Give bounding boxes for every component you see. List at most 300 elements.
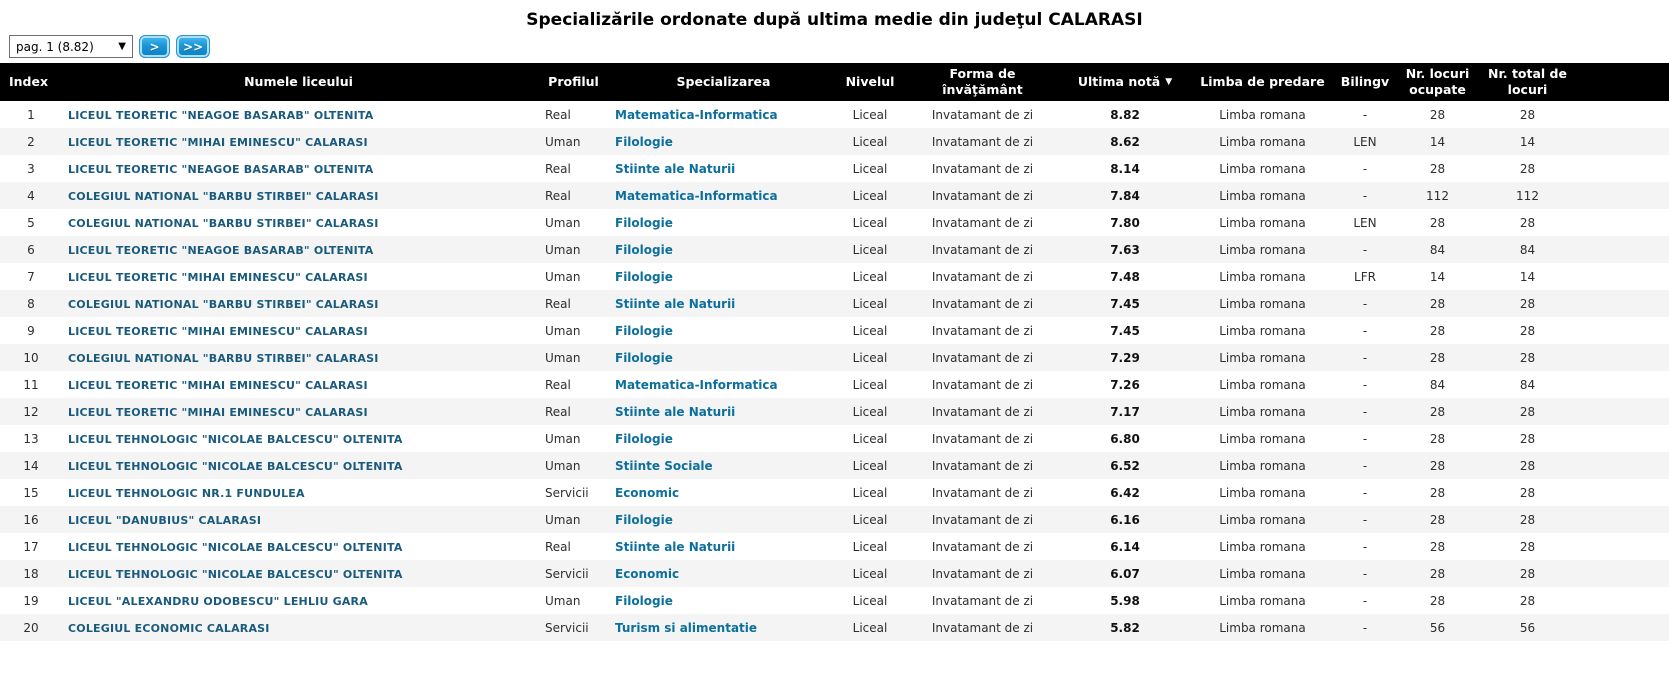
cell-education-form: Invatamant de zi xyxy=(931,323,1034,338)
cell-level: Liceal xyxy=(852,215,888,230)
cell-occupied-seats: 28 xyxy=(1429,566,1446,581)
cell-education-form: Invatamant de zi xyxy=(931,188,1034,203)
cell-teaching-language: Limba romana xyxy=(1219,512,1306,527)
page-selector-dropdown[interactable] xyxy=(9,35,133,58)
school-link[interactable]: LICEUL TEHNOLOGIC "NICOLAE BALCESCU" OLTENITA xyxy=(68,459,403,473)
cell-total-seats: 28 xyxy=(1519,566,1536,581)
cell-spacer xyxy=(1575,182,1669,209)
cell-teaching-language: Limba romana xyxy=(1219,458,1306,473)
cell-education-form: Invatamant de zi xyxy=(931,566,1034,581)
col-header-last-grade[interactable] xyxy=(1060,63,1190,101)
cell-level: Liceal xyxy=(852,296,888,311)
cell-index: 17 xyxy=(23,539,39,554)
cell-bilingual: LFR xyxy=(1354,269,1376,284)
cell-bilingual: - xyxy=(1362,350,1368,365)
cell-profile: Uman xyxy=(545,134,581,149)
cell-school-name xyxy=(62,506,535,533)
cell-spacer xyxy=(1575,506,1669,533)
cell-teaching-language: Limba romana xyxy=(1219,566,1306,581)
cell-last-grade: 6.80 xyxy=(1110,431,1140,446)
col-header-education-form: Forma de învăţământ xyxy=(905,63,1060,101)
cell-specialization xyxy=(612,425,835,452)
cell-level: Liceal xyxy=(852,620,888,635)
cell-teaching-language: Limba romana xyxy=(1219,269,1306,284)
cell-specialization xyxy=(612,263,835,290)
cell-occupied-seats: 28 xyxy=(1429,323,1446,338)
cell-level: Liceal xyxy=(852,161,888,176)
cell-specialization xyxy=(612,128,835,155)
specialization-link[interactable]: Stiinte ale Naturii xyxy=(615,296,736,311)
cell-level: Liceal xyxy=(852,242,888,257)
col-header-spacer xyxy=(1575,63,1669,101)
cell-bilingual: - xyxy=(1362,404,1368,419)
cell-index: 20 xyxy=(23,620,39,635)
cell-specialization xyxy=(612,344,835,371)
specialization-link[interactable]: Matematica-Informatica xyxy=(615,377,778,392)
cell-school-name xyxy=(62,344,535,371)
cell-total-seats: 28 xyxy=(1519,107,1536,122)
cell-spacer xyxy=(1575,560,1669,587)
cell-bilingual: - xyxy=(1362,296,1368,311)
cell-teaching-language: Limba romana xyxy=(1219,161,1306,176)
cell-last-grade: 7.80 xyxy=(1110,215,1140,230)
cell-specialization xyxy=(612,209,835,236)
table-row xyxy=(0,236,1669,263)
col-header-specialization: Specializarea xyxy=(612,63,835,101)
cell-index: 14 xyxy=(23,458,39,473)
last-page-button[interactable]: >> xyxy=(176,35,210,58)
cell-specialization xyxy=(612,236,835,263)
school-link[interactable]: COLEGIUL NATIONAL "BARBU STIRBEI" CALARASI xyxy=(68,189,379,203)
cell-total-seats: 28 xyxy=(1519,539,1536,554)
cell-profile: Uman xyxy=(545,242,581,257)
cell-total-seats: 28 xyxy=(1519,350,1536,365)
cell-bilingual: - xyxy=(1362,161,1368,176)
cell-level: Liceal xyxy=(852,134,888,149)
specialization-link[interactable]: Stiinte Sociale xyxy=(615,458,713,473)
cell-last-grade: 5.82 xyxy=(1110,620,1140,635)
specialization-link[interactable]: Filologie xyxy=(615,269,673,284)
col-header-level: Nivelul xyxy=(835,63,905,101)
cell-index: 16 xyxy=(23,512,39,527)
school-link[interactable]: LICEUL TEHNOLOGIC "NICOLAE BALCESCU" OLTENITA xyxy=(68,567,403,581)
cell-total-seats: 28 xyxy=(1519,485,1536,500)
table-row xyxy=(0,587,1669,614)
cell-spacer xyxy=(1575,155,1669,182)
specialization-link[interactable]: Filologie xyxy=(615,350,673,365)
cell-last-grade: 7.29 xyxy=(1110,350,1140,365)
cell-profile: Servicii xyxy=(545,566,589,581)
cell-last-grade: 5.98 xyxy=(1110,593,1140,608)
cell-education-form: Invatamant de zi xyxy=(931,134,1034,149)
cell-profile: Uman xyxy=(545,215,581,230)
specialization-link[interactable]: Stiinte ale Naturii xyxy=(615,161,736,176)
cell-spacer xyxy=(1575,425,1669,452)
cell-profile: Uman xyxy=(545,323,581,338)
table-row xyxy=(0,560,1669,587)
school-link[interactable]: LICEUL TEORETIC "MIHAI EMINESCU" CALARASI xyxy=(68,378,368,392)
sort-desc-icon: ▼ xyxy=(1165,77,1173,88)
cell-specialization xyxy=(612,587,835,614)
cell-spacer xyxy=(1575,209,1669,236)
cell-spacer xyxy=(1575,587,1669,614)
specialization-link[interactable]: Stiinte ale Naturii xyxy=(615,539,736,554)
cell-last-grade: 8.14 xyxy=(1110,161,1140,176)
cell-occupied-seats: 28 xyxy=(1429,296,1446,311)
cell-profile: Uman xyxy=(545,458,581,473)
cell-last-grade: 7.17 xyxy=(1110,404,1140,419)
cell-specialization xyxy=(612,452,835,479)
cell-index: 1 xyxy=(27,107,35,122)
cell-spacer xyxy=(1575,371,1669,398)
cell-occupied-seats: 28 xyxy=(1429,215,1446,230)
cell-specialization xyxy=(612,182,835,209)
table-row xyxy=(0,506,1669,533)
cell-education-form: Invatamant de zi xyxy=(931,107,1034,122)
cell-teaching-language: Limba romana xyxy=(1219,431,1306,446)
cell-profile: Servicii xyxy=(545,620,589,635)
cell-education-form: Invatamant de zi xyxy=(931,269,1034,284)
cell-teaching-language: Limba romana xyxy=(1219,107,1306,122)
specialization-link[interactable]: Filologie xyxy=(615,512,673,527)
cell-level: Liceal xyxy=(852,350,888,365)
specialization-link[interactable]: Filologie xyxy=(615,242,673,257)
cell-profile: Real xyxy=(545,377,571,392)
cell-school-name xyxy=(62,209,535,236)
cell-occupied-seats: 14 xyxy=(1429,134,1446,149)
table-row xyxy=(0,533,1669,560)
table-header-row xyxy=(0,63,1669,101)
cell-level: Liceal xyxy=(852,404,888,419)
cell-last-grade: 7.45 xyxy=(1110,296,1140,311)
school-link[interactable]: COLEGIUL ECONOMIC CALARASI xyxy=(68,621,270,635)
cell-specialization xyxy=(612,614,835,641)
cell-teaching-language: Limba romana xyxy=(1219,134,1306,149)
school-link[interactable]: LICEUL TEHNOLOGIC "NICOLAE BALCESCU" OLTENITA xyxy=(68,432,403,446)
cell-index: 19 xyxy=(23,593,39,608)
cell-specialization xyxy=(612,506,835,533)
cell-index: 9 xyxy=(27,323,35,338)
cell-profile: Real xyxy=(545,161,571,176)
cell-index: 18 xyxy=(23,566,39,581)
school-link[interactable]: LICEUL "DANUBIUS" CALARASI xyxy=(68,513,262,527)
cell-occupied-seats: 28 xyxy=(1429,404,1446,419)
school-link[interactable]: LICEUL TEORETIC "MIHAI EMINESCU" CALARASI xyxy=(68,135,368,149)
cell-school-name xyxy=(62,560,535,587)
cell-index: 7 xyxy=(27,269,35,284)
cell-school-name xyxy=(62,533,535,560)
cell-occupied-seats: 28 xyxy=(1429,431,1446,446)
cell-level: Liceal xyxy=(852,377,888,392)
cell-occupied-seats: 28 xyxy=(1429,539,1446,554)
col-header-total-seats: Nr. total de locuri xyxy=(1480,63,1575,101)
cell-profile: Real xyxy=(545,404,571,419)
cell-school-name xyxy=(62,614,535,641)
table-row xyxy=(0,479,1669,506)
cell-education-form: Invatamant de zi xyxy=(931,512,1034,527)
cell-index: 10 xyxy=(23,350,39,365)
cell-total-seats: 28 xyxy=(1519,323,1536,338)
cell-index: 6 xyxy=(27,242,35,257)
cell-last-grade: 7.48 xyxy=(1110,269,1140,284)
cell-education-form: Invatamant de zi xyxy=(931,404,1034,419)
cell-bilingual: - xyxy=(1362,377,1368,392)
cell-profile: Uman xyxy=(545,593,581,608)
school-link[interactable]: COLEGIUL NATIONAL "BARBU STIRBEI" CALARASI xyxy=(68,297,379,311)
cell-bilingual: - xyxy=(1362,188,1368,203)
cell-spacer xyxy=(1575,479,1669,506)
cell-bilingual: - xyxy=(1362,431,1368,446)
table-row xyxy=(0,155,1669,182)
cell-bilingual: - xyxy=(1362,458,1368,473)
cell-education-form: Invatamant de zi xyxy=(931,350,1034,365)
cell-teaching-language: Limba romana xyxy=(1219,539,1306,554)
cell-level: Liceal xyxy=(852,593,888,608)
cell-specialization xyxy=(612,398,835,425)
cell-spacer xyxy=(1575,101,1669,128)
cell-teaching-language: Limba romana xyxy=(1219,485,1306,500)
cell-total-seats: 28 xyxy=(1519,296,1536,311)
cell-spacer xyxy=(1575,398,1669,425)
cell-teaching-language: Limba romana xyxy=(1219,188,1306,203)
school-link[interactable]: LICEUL "ALEXANDRU ODOBESCU" LEHLIU GARA xyxy=(68,594,368,608)
cell-level: Liceal xyxy=(852,269,888,284)
cell-bilingual: LEN xyxy=(1353,215,1377,230)
specialization-link[interactable]: Matematica-Informatica xyxy=(615,188,778,203)
cell-last-grade: 6.14 xyxy=(1110,539,1140,554)
cell-last-grade: 6.07 xyxy=(1110,566,1140,581)
cell-last-grade: 7.45 xyxy=(1110,323,1140,338)
school-link[interactable]: LICEUL TEORETIC "MIHAI EMINESCU" CALARASI xyxy=(68,405,368,419)
cell-last-grade: 8.82 xyxy=(1110,107,1140,122)
cell-profile: Real xyxy=(545,107,571,122)
dropdown-arrow-icon: ▼ xyxy=(118,41,126,52)
table-row xyxy=(0,263,1669,290)
cell-school-name xyxy=(62,263,535,290)
cell-total-seats: 84 xyxy=(1519,242,1536,257)
cell-specialization xyxy=(612,155,835,182)
page-title: Specializările ordonate după ultima medie din judeţul CALARASI xyxy=(526,10,1143,30)
cell-profile: Uman xyxy=(545,512,581,527)
cell-total-seats: 14 xyxy=(1519,134,1536,149)
col-header-bilingual: Bilingv xyxy=(1335,63,1395,101)
cell-education-form: Invatamant de zi xyxy=(931,539,1034,554)
specialization-link[interactable]: Filologie xyxy=(615,215,673,230)
cell-index: 2 xyxy=(27,134,35,149)
cell-bilingual: - xyxy=(1362,539,1368,554)
cell-profile: Real xyxy=(545,296,571,311)
cell-school-name xyxy=(62,182,535,209)
cell-index: 13 xyxy=(23,431,39,446)
cell-education-form: Invatamant de zi xyxy=(931,431,1034,446)
cell-occupied-seats: 28 xyxy=(1429,107,1446,122)
col-header-last-grade-label: Ultima notă xyxy=(1077,74,1161,90)
cell-school-name xyxy=(62,236,535,263)
cell-profile: Real xyxy=(545,539,571,554)
school-link[interactable]: LICEUL TEORETIC "NEAGOE BASARAB" OLTENITA xyxy=(68,108,374,122)
specialization-link[interactable]: Filologie xyxy=(615,323,673,338)
cell-occupied-seats: 28 xyxy=(1429,593,1446,608)
cell-school-name xyxy=(62,371,535,398)
school-link[interactable]: COLEGIUL NATIONAL "BARBU STIRBEI" CALARASI xyxy=(68,351,379,365)
cell-spacer xyxy=(1575,236,1669,263)
cell-school-name xyxy=(62,155,535,182)
cell-school-name xyxy=(62,290,535,317)
cell-teaching-language: Limba romana xyxy=(1219,323,1306,338)
cell-total-seats: 56 xyxy=(1519,620,1536,635)
table-row xyxy=(0,452,1669,479)
cell-education-form: Invatamant de zi xyxy=(931,620,1034,635)
cell-occupied-seats: 28 xyxy=(1429,512,1446,527)
cell-school-name xyxy=(62,452,535,479)
cell-total-seats: 112 xyxy=(1516,188,1539,203)
specialization-link[interactable]: Stiinte ale Naturii xyxy=(615,404,736,419)
cell-bilingual: - xyxy=(1362,512,1368,527)
table-row xyxy=(0,101,1669,128)
cell-last-grade: 6.42 xyxy=(1110,485,1140,500)
col-header-school-name: Numele liceului xyxy=(62,63,535,101)
cell-bilingual: - xyxy=(1362,593,1368,608)
cell-level: Liceal xyxy=(852,107,888,122)
cell-bilingual: - xyxy=(1362,485,1368,500)
cell-education-form: Invatamant de zi xyxy=(931,296,1034,311)
specialization-link[interactable]: Economic xyxy=(615,566,680,581)
table-row xyxy=(0,614,1669,641)
cell-school-name xyxy=(62,101,535,128)
table-row xyxy=(0,425,1669,452)
cell-school-name xyxy=(62,587,535,614)
cell-level: Liceal xyxy=(852,323,888,338)
cell-total-seats: 28 xyxy=(1519,161,1536,176)
cell-total-seats: 28 xyxy=(1519,431,1536,446)
table-row xyxy=(0,317,1669,344)
cell-bilingual: - xyxy=(1362,107,1368,122)
cell-spacer xyxy=(1575,128,1669,155)
specialization-link[interactable]: Matematica-Informatica xyxy=(615,107,778,122)
cell-total-seats: 28 xyxy=(1519,512,1536,527)
cell-bilingual: - xyxy=(1362,323,1368,338)
cell-total-seats: 28 xyxy=(1519,215,1536,230)
cell-teaching-language: Limba romana xyxy=(1219,215,1306,230)
specialization-link[interactable]: Turism si alimentatie xyxy=(615,620,758,635)
cell-teaching-language: Limba romana xyxy=(1219,404,1306,419)
school-link[interactable]: LICEUL TEHNOLOGIC NR.1 FUNDULEA xyxy=(68,486,305,500)
cell-teaching-language: Limba romana xyxy=(1219,242,1306,257)
cell-profile: Uman xyxy=(545,431,581,446)
cell-specialization xyxy=(612,371,835,398)
cell-education-form: Invatamant de zi xyxy=(931,377,1034,392)
cell-total-seats: 28 xyxy=(1519,404,1536,419)
school-link[interactable]: LICEUL TEORETIC "NEAGOE BASARAB" OLTENITA xyxy=(68,243,374,257)
cell-specialization xyxy=(612,560,835,587)
cell-education-form: Invatamant de zi xyxy=(931,215,1034,230)
page-selector-value: pag. 1 (8.82) xyxy=(16,39,94,54)
table-row xyxy=(0,344,1669,371)
pagination-controls xyxy=(9,35,210,58)
cell-specialization xyxy=(612,479,835,506)
cell-level: Liceal xyxy=(852,431,888,446)
cell-education-form: Invatamant de zi xyxy=(931,161,1034,176)
school-link[interactable]: LICEUL TEORETIC "MIHAI EMINESCU" CALARASI xyxy=(68,324,368,338)
cell-spacer xyxy=(1575,533,1669,560)
cell-bilingual: - xyxy=(1362,242,1368,257)
table-row xyxy=(0,371,1669,398)
cell-education-form: Invatamant de zi xyxy=(931,242,1034,257)
cell-occupied-seats: 56 xyxy=(1429,620,1446,635)
cell-occupied-seats: 28 xyxy=(1429,458,1446,473)
cell-school-name xyxy=(62,317,535,344)
specialization-link[interactable]: Economic xyxy=(615,485,680,500)
specialization-link[interactable]: Filologie xyxy=(615,134,673,149)
cell-index: 12 xyxy=(23,404,39,419)
cell-total-seats: 84 xyxy=(1519,377,1536,392)
cell-total-seats: 28 xyxy=(1519,593,1536,608)
cell-last-grade: 6.52 xyxy=(1110,458,1140,473)
cell-level: Liceal xyxy=(852,458,888,473)
cell-occupied-seats: 28 xyxy=(1429,350,1446,365)
cell-teaching-language: Limba romana xyxy=(1219,350,1306,365)
cell-teaching-language: Limba romana xyxy=(1219,296,1306,311)
cell-teaching-language: Limba romana xyxy=(1219,593,1306,608)
cell-occupied-seats: 84 xyxy=(1429,377,1446,392)
cell-level: Liceal xyxy=(852,539,888,554)
cell-school-name xyxy=(62,398,535,425)
school-link[interactable]: LICEUL TEORETIC "MIHAI EMINESCU" CALARASI xyxy=(68,270,368,284)
cell-index: 15 xyxy=(23,485,39,500)
specialization-link[interactable]: Filologie xyxy=(615,431,673,446)
col-header-profile: Profilul xyxy=(535,63,612,101)
cell-specialization xyxy=(612,317,835,344)
cell-spacer xyxy=(1575,452,1669,479)
cell-teaching-language: Limba romana xyxy=(1219,377,1306,392)
cell-index: 3 xyxy=(27,161,35,176)
cell-specialization xyxy=(612,101,835,128)
cell-spacer xyxy=(1575,344,1669,371)
cell-spacer xyxy=(1575,263,1669,290)
cell-level: Liceal xyxy=(852,485,888,500)
cell-spacer xyxy=(1575,614,1669,641)
school-link[interactable]: LICEUL TEORETIC "NEAGOE BASARAB" OLTENITA xyxy=(68,162,374,176)
cell-level: Liceal xyxy=(852,566,888,581)
cell-total-seats: 14 xyxy=(1519,269,1536,284)
cell-education-form: Invatamant de zi xyxy=(931,458,1034,473)
cell-last-grade: 7.63 xyxy=(1110,242,1140,257)
cell-spacer xyxy=(1575,317,1669,344)
table-row xyxy=(0,290,1669,317)
cell-occupied-seats: 28 xyxy=(1429,161,1446,176)
cell-last-grade: 8.62 xyxy=(1110,134,1140,149)
specialization-link[interactable]: Filologie xyxy=(615,593,673,608)
school-link[interactable]: COLEGIUL NATIONAL "BARBU STIRBEI" CALARASI xyxy=(68,216,379,230)
cell-index: 8 xyxy=(27,296,35,311)
cell-specialization xyxy=(612,290,835,317)
cell-last-grade: 6.16 xyxy=(1110,512,1140,527)
cell-school-name xyxy=(62,479,535,506)
cell-profile: Uman xyxy=(545,350,581,365)
table-row xyxy=(0,398,1669,425)
cell-occupied-seats: 14 xyxy=(1429,269,1446,284)
school-link[interactable]: LICEUL TEHNOLOGIC "NICOLAE BALCESCU" OLTENITA xyxy=(68,540,403,554)
cell-occupied-seats: 112 xyxy=(1426,188,1449,203)
col-header-index: Index xyxy=(0,63,62,101)
cell-level: Liceal xyxy=(852,188,888,203)
cell-education-form: Invatamant de zi xyxy=(931,485,1034,500)
cell-occupied-seats: 28 xyxy=(1429,485,1446,500)
table-body xyxy=(0,101,1669,641)
cell-index: 4 xyxy=(27,188,35,203)
results-table xyxy=(0,63,1669,641)
next-page-button[interactable]: > xyxy=(139,35,170,58)
